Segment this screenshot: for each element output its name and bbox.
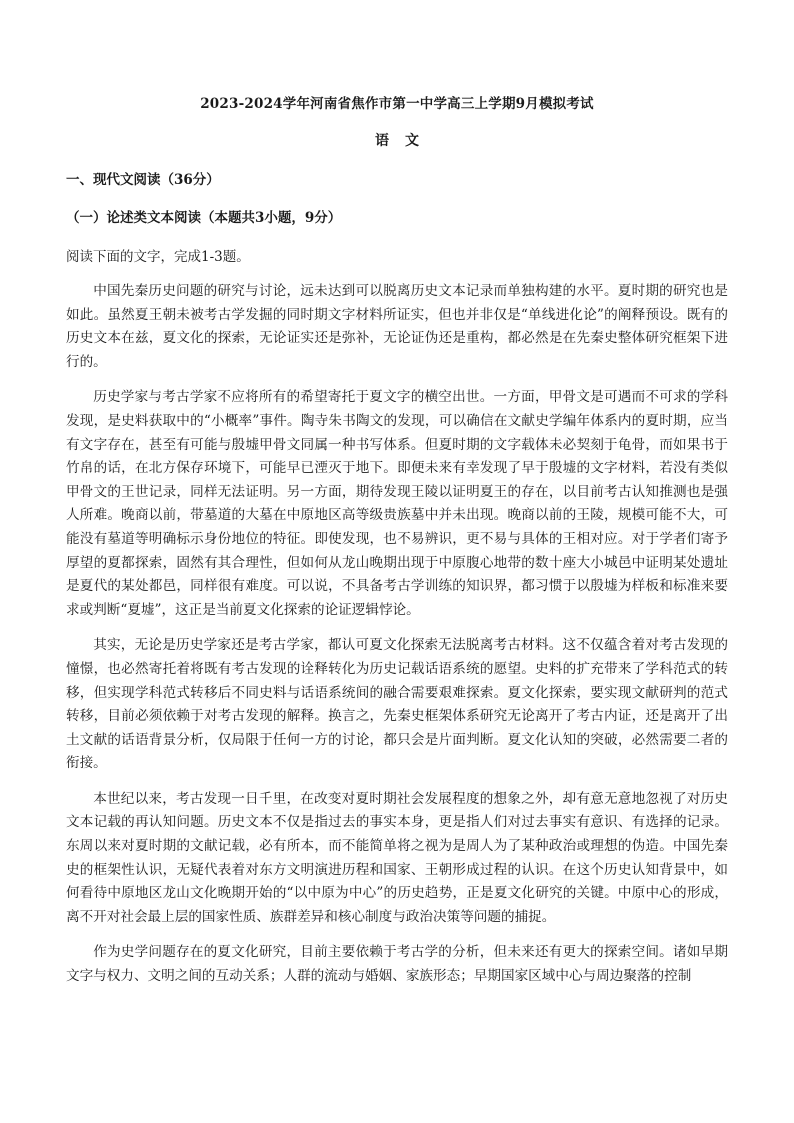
- reading-instruction: 阅读下面的文字，完成1-3题。: [66, 249, 250, 265]
- section-heading: 一、现代文阅读（36分）: [66, 172, 220, 188]
- exam-subject: 语文: [375, 133, 435, 149]
- exam-title: 2023-2024学年河南省焦作市第一中学高三上学期9月模拟考试: [200, 96, 594, 112]
- subsection-heading: （一）论述类文本阅读（本题共3小题，9分）: [66, 210, 342, 226]
- passage-paragraph-2: 历史学家与考古学家不应将所有的希望寄托于夏文字的横空出世。一方面，甲骨文是可遇而不可求的学科发现，是史料获取中的“小概率”事件。陶寺朱书陶文的发现，可以确信在文献史学编年体系内的夏时期，应当有文字存在，甚至有可能与殷墟甲骨文同属一种书写体系。但夏时期的文字载体未必契刻于龟骨，而如果书于竹帛的话，在北方保存环境下，可能早已湮灭于地下。即便未来有幸发现了早于殷墟的文字材料，若没有类似甲骨文的王世记录，同样无法证明。另一方面，期待发现王陵以证明夏王的存在，以目前考古认知推测也是强人所难。晚商以前，带墓道的大墓在中原地区高等级贵族墓中并未出现。晚商以前的王陵，规模可能不大，可能没有墓道等明确标示身份地位的特征。即使发现，也不易辨识，更不易与具体的王相对应。对于学者们寄予厚望的夏都探索，固然有其合理性，但如何从龙山晚期出现于中原腹心地带的数十座大小城邑中证明某处遗址是夏代的某处都邑，同样很有难度。可以说，不具备考古学训练的知识界，都习惯于以殷墟为样板和标准来要求或判断“夏墟”，这正是当前夏文化探索的论证逻辑悖论。: [66, 389, 728, 618]
- passage-paragraph-3: 其实，无论是历史学家还是考古学家，都认可夏文化探索无法脱离考古材料。这不仅蕴含着对考古发现的憧憬，也必然寄托着将既有考古发现的诠释转化为历史记载话语系统的愿望。史料的扩充带来了学科范式的转移，但实现学科范式转移后不同史料与话语系统间的融合需要艰难探索。夏文化探索，要实现文献研判的范式转移，目前必须依赖于对考古发现的解释。换言之，先秦史框架体系研究无论离开了考古内证，还是离开了出土文献的话语背景分析，仅局限于任何一方的讨论，都只会是片面判断。夏文化认知的突破，必然需要二者的衔接。: [66, 637, 728, 772]
- passage-paragraph-5: 作为史学问题存在的夏文化研究，目前主要依赖于考古学的分析，但未来还有更大的探索空间。诸如早期文字与权力、文明之间的互动关系；人群的流动与婚姻、家族形态；早期国家区域中心与周边聚落的控制: [66, 944, 728, 985]
- passage-paragraph-1: 中国先秦历史问题的研究与讨论，远未达到可以脱离历史文本记录而单独构建的水平。夏时期的研究也是如此。虽然夏王朝未被考古学发掘的同时期文字材料所证实，但也并非仅是“单线进化论”的阐释预设。既有的历史文本在兹，夏文化的探索，无论证实还是弥补，无论证伪还是重构，都必然是在先秦史整体研究框架下进行的。: [66, 283, 728, 370]
- passage-paragraph-4: 本世纪以来，考古发现一日千里，在改变对夏时期社会发展程度的想象之外，却有意无意地忽视了对历史文本记载的再认知问题。历史文本不仅是指过去的事实本身，更是指人们对过去事实有意识、有选择的记录。东周以来对夏时期的文献记载，必有所本，而不能简单将之视为是周人为了某种政治或理想的伪造。中国先秦史的框架性认识，无疑代表着对东方文明演进历程和国家、王朝形成过程的认识。在这个历史认知背景中，如何看待中原地区龙山文化晚期开始的“以中原为中心”的历史趋势，正是夏文化研究的关键。中原中心的形成，离不开对社会最上层的国家性质、族群差异和核心制度与政治决策等问题的捕捉。: [66, 790, 728, 925]
- passage-body: [66, 280, 728, 1001]
